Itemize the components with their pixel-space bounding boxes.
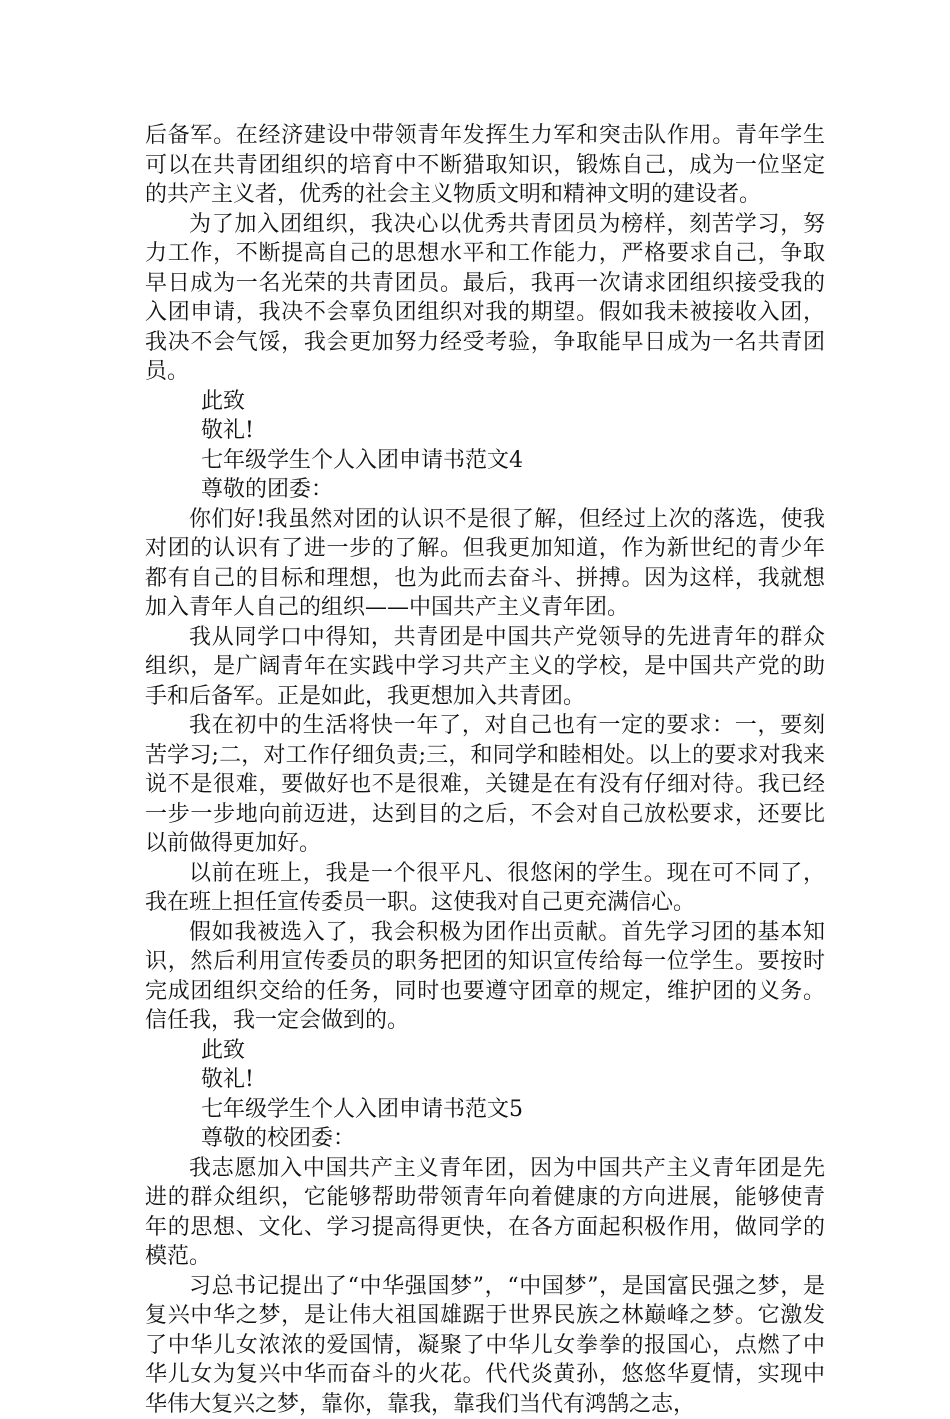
paragraph: 我志愿加入中国共产主义青年团，因为中国共产主义青年团是先进的群众组织，它能够帮助带领青年向着健康的方向进展，能够使青年的思想、文化、学习提高得更快，在各方面起积极作用，做同学的模范。 [145,1154,825,1272]
paragraph: 我在初中的生活将快一年了，对自己也有一定的要求：一，要刻苦学习;二，对工作仔细负责;三，和同学和睦相处。以上的要求对我来说不是很难，要做好也不是很难，关键是在有没有仔细对待。我已经一步一步地向前迈进，达到目的之后，不会对自己放松要求，还要比以前做得更加好。 [145,711,825,859]
section-title: 七年级学生个人入团申请书范文4 [145,446,825,476]
section-title: 七年级学生个人入团申请书范文5 [145,1095,825,1125]
closing-line: 敬礼! [145,1065,825,1095]
paragraph: 后备军。在经济建设中带领青年发挥生力军和突击队作用。青年学生可以在共青团组织的培育中不断猎取知识，锻炼自己，成为一位坚定的共产主义者，优秀的社会主义物质文明和精神文明的建设者。 [145,121,825,210]
addressee-line: 尊敬的校团委： [145,1124,825,1154]
paragraph: 习总书记提出了“中华强国梦”，“中国梦”，是国富民强之梦，是复兴中华之梦，是让伟大祖国雄踞于世界民族之林巅峰之梦。它激发了中华儿女浓浓的爱国情，凝聚了中华儿女拳拳的报国心，点燃了中华儿女为复兴中华而奋斗的火花。代代炎黄孙，悠悠华夏情，实现中华伟大复兴之梦，靠你，靠我，靠我们当代有鸿鹄之志， [145,1272,825,1419]
salutation-line: 此致 [145,387,825,417]
document-body [145,121,825,1419]
closing-line: 敬礼! [145,416,825,446]
addressee-line: 尊敬的团委： [145,475,825,505]
paragraph: 以前在班上，我是一个很平凡、很悠闲的学生。现在可不同了，我在班上担任宣传委员一职。这使我对自己更充满信心。 [145,859,825,918]
paragraph: 你们好!我虽然对团的认识不是很了解，但经过上次的落选，使我对团的认识有了进一步的了解。但我更加知道，作为新世纪的青少年都有自己的目标和理想，也为此而去奋斗、拼搏。因为这样，我就想加入青年人自己的组织——中国共产主义青年团。 [145,505,825,623]
salutation-line: 此致 [145,1036,825,1066]
paragraph: 为了加入团组织，我决心以优秀共青团员为榜样，刻苦学习，努力工作，不断提高自己的思想水平和工作能力，严格要求自己，争取早日成为一名光荣的共青团员。最后，我再一次请求团组织接受我的入团申请，我决不会辜负团组织对我的期望。假如我未被接收入团，我决不会气馁，我会更加努力经受考验，争取能早日成为一名共青团员。 [145,210,825,387]
paragraph: 我从同学口中得知，共青团是中国共产党领导的先进青年的群众组织，是广阔青年在实践中学习共产主义的学校，是中国共产党的助手和后备军。正是如此，我更想加入共青团。 [145,623,825,712]
paragraph: 假如我被选入了，我会积极为团作出贡献。首先学习团的基本知识，然后利用宣传委员的职务把团的知识宣传给每一位学生。要按时完成团组织交给的任务，同时也要遵守团章的规定，维护团的义务。信任我，我一定会做到的。 [145,918,825,1036]
